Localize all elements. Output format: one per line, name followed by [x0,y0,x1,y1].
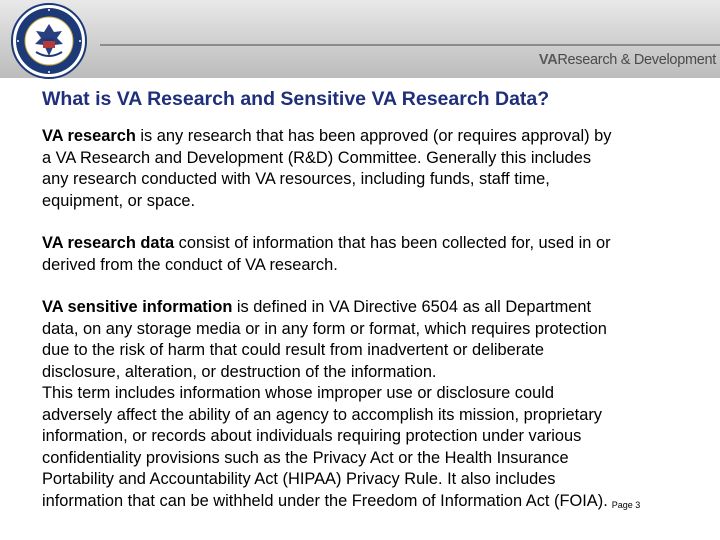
term-va-research-data: VA research data [42,234,175,252]
paragraph-line: equipment, or space. [42,191,196,210]
paragraph-line: due to the risk of harm that could result from inadvertent or deliberate [42,341,544,359]
slide-title: What is VA Research and Sensitive VA Research Data? [42,88,550,110]
paragraph-line: confidentiality provisions such as the Privacy Act or the Health Insurance [42,448,569,467]
paragraph-va-sensitive-information [42,297,692,516]
brand-prefix: VA [538,52,558,68]
paragraph-line: derived from the conduct of VA research. [42,255,338,274]
va-seal-logo [10,2,88,80]
paragraph-va-research-data [42,233,692,276]
header-divider [100,44,720,46]
paragraph-line: data, on any storage media or in any form or format, which requires protection [42,319,607,338]
paragraph-line: disclosure, alteration, or destruction of the information. [42,362,437,381]
paragraph-va-research [42,126,692,212]
page-number: Page 3 [611,499,641,510]
paragraph-line: VA research is any research that has been approved (or requires approval) by [42,127,612,145]
paragraph-line: Portability and Accountability Act (HIPAA) Privacy Rule. It also includes [42,470,556,488]
paragraph-line: a VA Research and Development (R&D) Committee. Generally this includes [42,148,592,167]
paragraph-line: any research conducted with VA resources, including funds, staff time, [42,170,550,188]
paragraph-line: VA research data consist of information that has been collected for, used in or [42,234,611,252]
paragraph-line: information that can be withheld under the Freedom of Information Act (FOIA). Page 3 [42,491,641,510]
term-va-sensitive-information: VA sensitive information [42,298,233,316]
paragraph-line: VA sensitive information is defined in VA Directive 6504 as all Department [42,298,592,316]
brand-wordmark [539,52,716,68]
paragraph-line: This term includes information whose improper use or disclosure could [42,384,554,402]
paragraph-line: information, or records about individuals requiring protection under various [42,427,582,445]
paragraph-line: adversely affect the ability of an agency to accomplish its mission, proprietary [42,405,602,424]
brand-text: Research & Development [557,52,716,68]
term-va-research: VA research [42,127,136,145]
